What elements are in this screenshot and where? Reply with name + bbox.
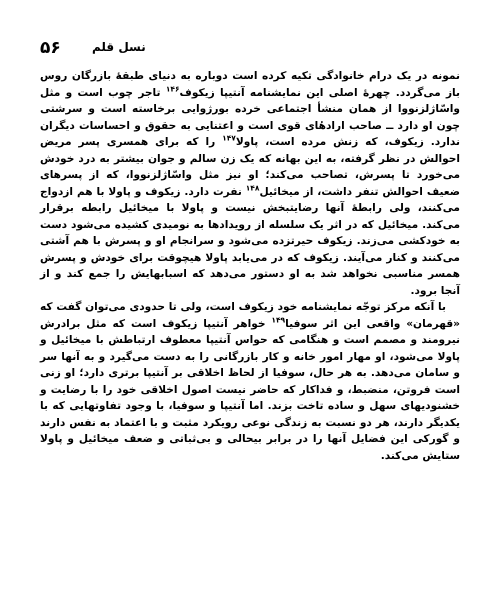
running-head: [40, 38, 460, 58]
paragraph-text: نفرت دارد. زیکوف و پاولا با هم ازدواج می‌کنند، ولی رابطهٔ آنها رضایتبخش نیست و پاولا با میخائیل رابطه برقرار می‌کند. میخائیل که در اثر یک سلسله از رویدادها به نومیدی کشیده می‌شود دست به خودکشی می‌زند. زیکوف حیرتزده می‌شود و سرانجام او و پسرش با هم آشتی می‌کنند و کنار می‌آیند. زیکوف که در می‌یابد پاولا هیچوقت برای خودش و پسرش همسر مناسبی نخواهد شد به او دستور می‌دهد که اسبابهایش را جمع کند و از آنجا برود.: [40, 185, 460, 297]
body-paragraph: [40, 299, 460, 464]
page-number: ۵۶: [40, 38, 61, 58]
body-text: [40, 68, 460, 464]
body-paragraph: [40, 68, 460, 299]
book-title: نسل قلم: [92, 40, 146, 54]
paragraph-text: با آنکه مرکز توجّه نمایشنامه خود زیکوف است، ولی تا حدودی می‌توان گفت که «قهرمان» واقعی این اثر سوفیا: [40, 301, 460, 330]
footnote-marker: ۱۴۹: [271, 314, 286, 324]
footnote-marker: ۱۴۶: [165, 83, 180, 93]
footnote-marker: ۱۴۸: [245, 182, 260, 192]
paragraph-text: تاجر چوب است و مثل واسّاژلزنووا از همان منشأ اجتماعی خرده بورژوایی برخاسته است و سرشتی چون او دارد ــ صاحب ارادهٔای قوی است و اعتنایی به حقوق و احساسات دیگران ندارد. زیکوف، که زنش مرده است، پاولا: [40, 86, 460, 148]
footnote-marker: ۱۴۷: [222, 133, 236, 143]
paragraph-text: نمونه در یک درام خانوادگی تکیه کرده است دوباره به دنیای طبقهٔ بازرگان روس باز می‌گردد. چهرهٔ اصلی این نمایشنامه آنتیپا زیکوف: [40, 70, 461, 99]
paragraph-text: خواهر آنتیپا زیکوف است که مثل برادرش نیرومند و مصمم است و هنگامی که حواس آنتیپا معطوف ارتباطش با میخائیل و پاولا می‌شود، او مهار امور خانه و کار بازرگانی را به دست می‌گیرد و به آنها سر و سامان می‌دهد. به هر حال، سوفیا از لحاظ اخلاقی بر آنتیپا برتری دارد؛ او زنی است فروتن، منضبط، و فداکار که حاضر نیست اصول اخلاقی خود را با رضایت و خشنودیهای سهل و ساده تاخت بزند. اما آنتیپا و سوفیا، با وجود تفاوتهایی که با یکدیگر دارند، هر دو نسبت به زندگی نوعی رویکرد مثبت و با اعتماد به نفس دارند و گورکی این فضایل آنها را در برابر بیحالی و بی‌ثباتی و ضعف میخائیل و پاولا ستایش می‌کند.: [40, 317, 460, 462]
paragraph-text: را که برای همسری پسر مریض احوالش در نظر گرفته، به این بهانه که یک زن سالم و جوان بیشتر به درد خودش می‌خورد تا پسرش، تصاحب می‌کند؛ او نیز مثل واسّاژلزنووا، که از پسرهای ضعیف احوالش تنفر داشت، از میخائیل: [40, 136, 460, 198]
